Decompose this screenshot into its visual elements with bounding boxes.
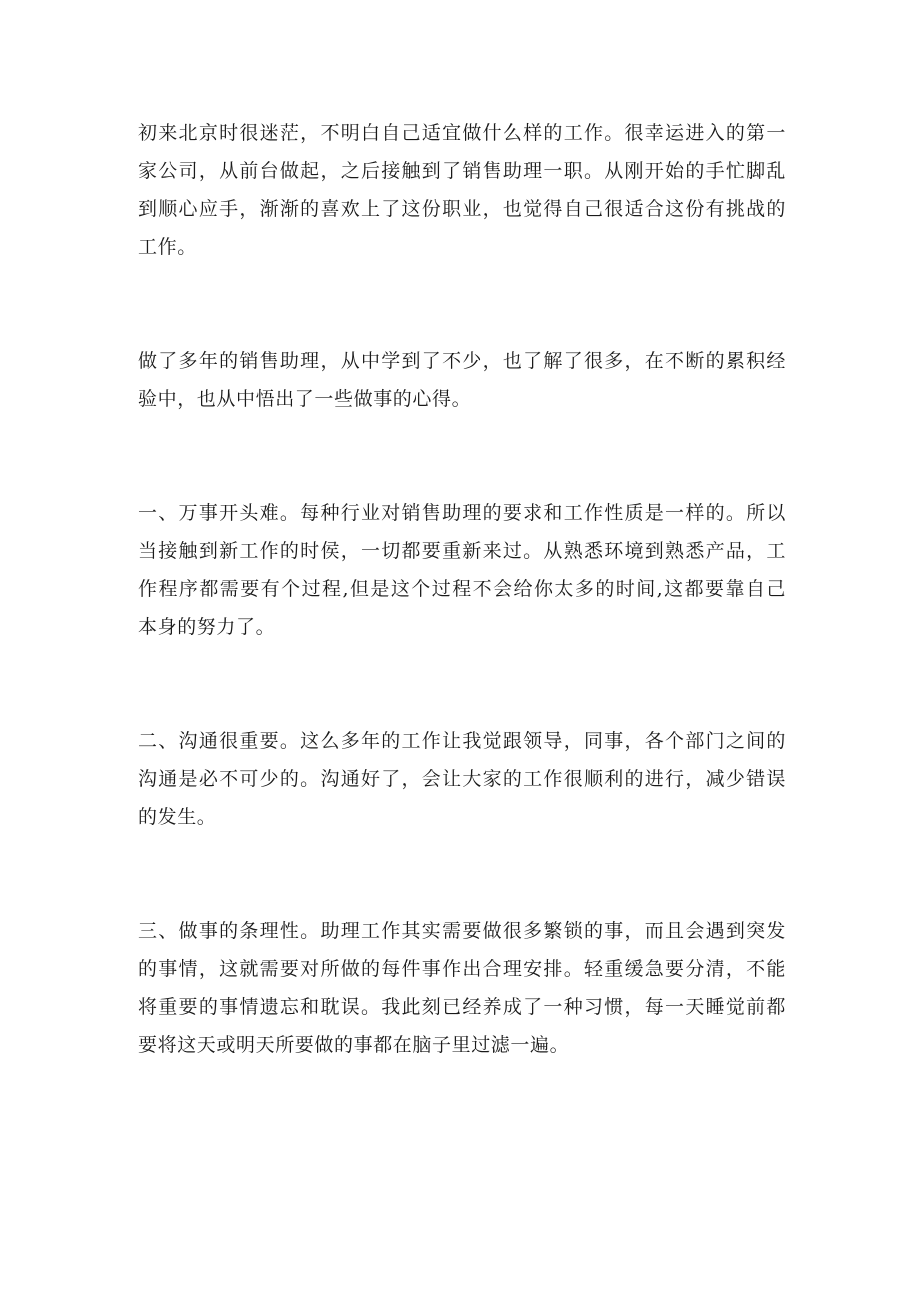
text-line: 的发生。: [138, 806, 217, 828]
text-line: 到顺心应手，渐渐的喜欢上了这份职业，也觉得自己很适合这份有挑战的: [138, 198, 786, 220]
text-line: 验中，也从中悟出了一些做事的心得。: [138, 388, 472, 410]
paragraph-experience: [138, 342, 786, 418]
paragraph-intro: [138, 114, 786, 266]
text-line: 的事情，这就需要对所做的每件事作出合理安排。轻重缓急要分清，不能: [138, 958, 786, 980]
text-line: 沟通是必不可少的。沟通好了，会让大家的工作很顺利的进行，减少错误: [138, 768, 786, 790]
text-line: 要将这天或明天所要做的事都在脑子里过滤一遍。: [138, 1034, 570, 1056]
text-line: 一、万事开头难。每种行业对销售助理的要求和工作性质是一样的。所以: [138, 502, 786, 524]
text-line: 将重要的事情遗忘和耽误。我此刻已经养成了一种习惯，每一天睡觉前都: [138, 996, 786, 1018]
text-line: 当接触到新工作的时侯，一切都要重新来过。从熟悉环境到熟悉产品，工: [138, 540, 786, 562]
text-line: 三、做事的条理性。助理工作其实需要做很多繁锁的事，而且会遇到突发: [138, 920, 786, 942]
document-body: [138, 114, 786, 1064]
paragraph-point-two: [138, 722, 786, 836]
text-line: 工作。: [138, 236, 197, 258]
text-line: 本身的努力了。: [138, 616, 276, 638]
text-line: 家公司，从前台做起，之后接触到了销售助理一职。从刚开始的手忙脚乱: [138, 160, 786, 182]
paragraph-point-three: [138, 912, 786, 1064]
text-line: 初来北京时很迷茫，不明白自己适宜做什么样的工作。很幸运进入的第一: [138, 122, 786, 144]
text-line: 做了多年的销售助理，从中学到了不少，也了解了很多，在不断的累积经: [138, 350, 786, 372]
paragraph-point-one: [138, 494, 786, 646]
text-line: 作程序都需要有个过程,但是这个过程不会给你太多的时间,这都要靠自己: [138, 578, 786, 600]
text-line: 二、沟通很重要。这么多年的工作让我觉跟领导，同事，各个部门之间的: [138, 730, 786, 752]
